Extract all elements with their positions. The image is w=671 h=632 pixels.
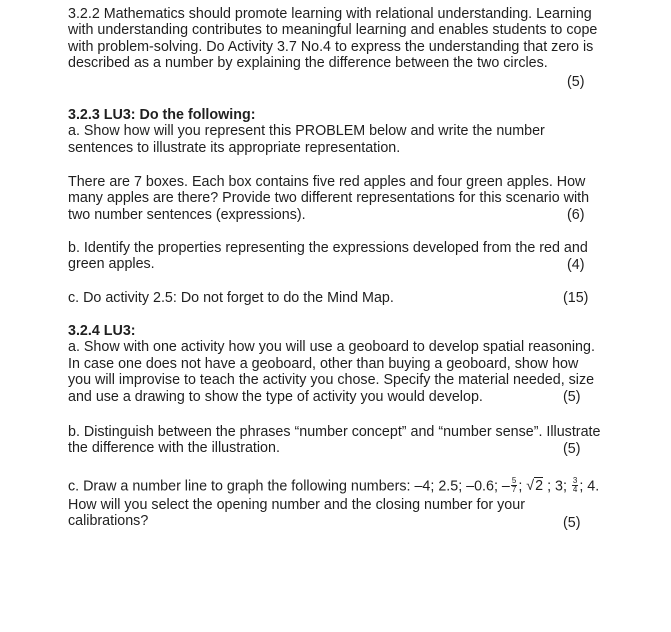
section-heading: 3.2.4 LU3:	[68, 323, 136, 339]
marks-label: (5)	[567, 74, 585, 90]
text-line: a. Show how will you represent this PROBLEM below and write the number	[68, 123, 545, 140]
text-line: b. Identify the properties representing the expressions developed from the red and	[68, 240, 588, 256]
section-3-2-3	[68, 107, 613, 156]
text-line: described as a number by explaining the difference between the two circles.	[68, 55, 548, 72]
text-fragment: ;	[518, 478, 527, 495]
text-line: green apples.	[68, 256, 155, 273]
text-fragment: ; 3;	[543, 478, 571, 495]
fraction-denominator: 7	[511, 485, 517, 494]
text-line: How will you select the opening number and the closing number for your	[68, 497, 525, 513]
text-fragment: c. Draw a number line to graph the following numbers: –4; 2.5; –0.6; –	[68, 478, 510, 495]
question-3-2-3-c	[68, 290, 613, 306]
fraction-numerator: 5	[511, 476, 517, 485]
text-line: a. Show with one activity how you will use a geoboard to develop spatial reasoning.	[68, 339, 595, 356]
section-3-2-2	[68, 6, 613, 72]
text-fragment: ; 4.	[579, 478, 600, 495]
radical-sign: √	[526, 478, 535, 495]
marks-label: (15)	[563, 290, 589, 306]
text-line: In case one does not have a geoboard, other than buying a geoboard, show how	[68, 355, 579, 372]
text-line: you will improvise to teach the activity you chose. Specify the material needed, size	[68, 372, 595, 389]
text-line: b. Distinguish between the phrases “number concept” and “number sense”. Illustrate	[68, 424, 601, 440]
marks-label: (5)	[563, 389, 581, 405]
math-line	[68, 478, 613, 495]
marks-label: (6)	[567, 207, 585, 223]
fraction-numerator: 3	[572, 476, 578, 485]
question-3-2-4-b	[68, 424, 613, 457]
section-heading: 3.2.3 LU3: Do the following:	[68, 107, 256, 123]
text-line: 3.2.2 Mathematics should promote learning with relational understanding. Learning	[68, 6, 592, 22]
marks-label: (4)	[567, 257, 585, 273]
question-3-2-3-b	[68, 240, 613, 273]
question-3-2-4-c	[68, 478, 613, 530]
fraction-five-sevenths	[511, 477, 517, 494]
fraction-denominator: 4	[572, 485, 578, 494]
text-line: the difference with the illustration.	[68, 440, 280, 457]
problem-statement	[68, 174, 613, 223]
square-root-two	[526, 478, 543, 494]
text-line: c. Do activity 2.5: Do not forget to do the Mind Map.	[68, 290, 394, 306]
text-line: and use a drawing to show the type of activity you would develop.	[68, 388, 483, 405]
section-3-2-4	[68, 323, 613, 405]
text-line: many apples are there? Provide two different representations for this scenario with	[68, 190, 590, 207]
radicand: 2	[535, 478, 544, 495]
text-line: two number sentences (expressions).	[68, 206, 306, 223]
fraction-three-quarters	[572, 477, 578, 494]
marks-label: (5)	[563, 515, 581, 531]
marks-label: (5)	[563, 441, 581, 457]
text-line: There are 7 boxes. Each box contains five red apples and four green apples. How	[68, 174, 586, 190]
text-line: calibrations?	[68, 513, 149, 530]
text-line: sentences to illustrate its appropriate representation.	[68, 139, 401, 156]
text-line: with problem-solving. Do Activity 3.7 No.4 to express the understanding that zero is	[68, 38, 594, 55]
text-line: with understanding contributes to meaningful learning and enables students to cope	[68, 22, 598, 39]
